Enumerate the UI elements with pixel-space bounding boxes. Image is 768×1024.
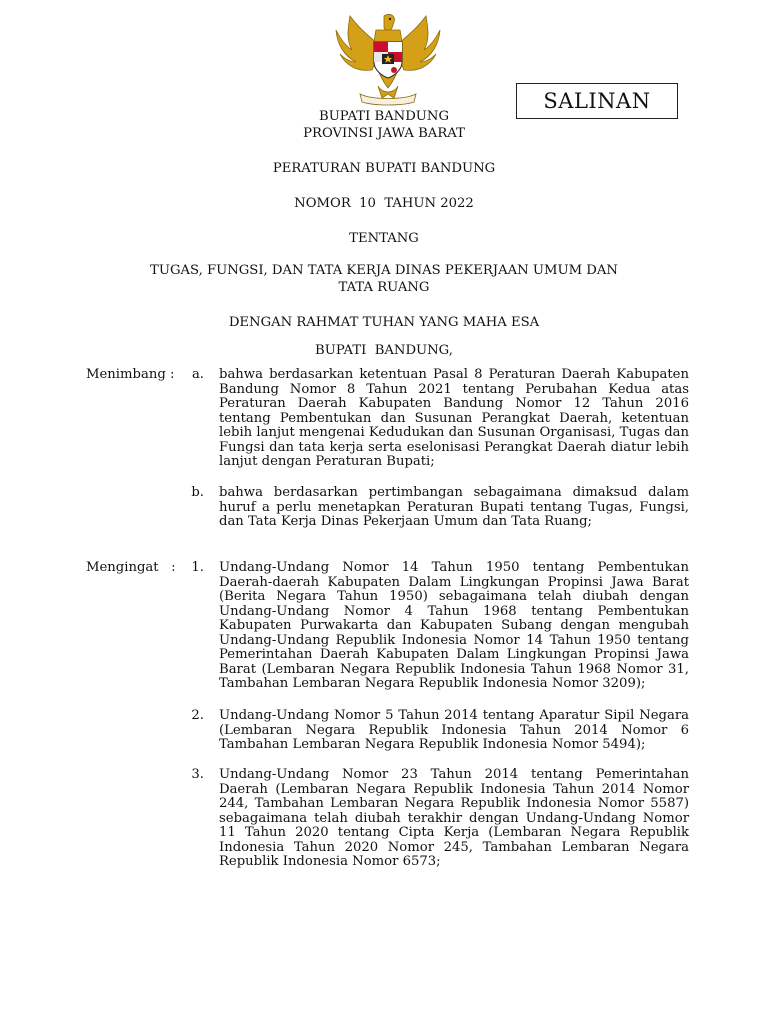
issuer-line: BUPATI BANDUNG,	[315, 343, 453, 358]
regulation-number: NOMOR 10 TAHUN 2022	[294, 196, 474, 211]
menimbang-marker-a: a.	[191, 367, 204, 382]
mengingat-marker-2: 2.	[191, 708, 204, 723]
document-type: PERATURAN BUPATI BANDUNG	[272, 161, 496, 176]
garuda-emblem-icon	[332, 8, 444, 108]
province-name: PROVINSI JAWA BARAT	[303, 126, 465, 141]
subject-line-2: TATA RUANG	[338, 280, 430, 295]
menimbang-label: Menimbang :	[86, 367, 175, 382]
mengingat-item-3: Undang-Undang Nomor 23 Tahun 2014 tentang Pemerintahan Daerah (Lembaran Negara Republik Indonesia Tahun 2014 Nomor 244, Tambahan Lembaran Negara Republik Indonesia Nomor 5587) sebagaimana telah diubah terakhir dengan Undang-Undang Nomor 11 Tahun 2020 tentang Cipta Kerja (Lembaran Negara Republik Indonesia Tahun 2020 Nomor 245, Tambahan Lembaran Negara Republik Indonesia Nomor 6573;	[219, 767, 689, 869]
office-name: BUPATI BANDUNG	[319, 109, 449, 124]
menimbang-item-b: bahwa berdasarkan pertimbangan sebagaimana dimaksud dalam huruf a perlu menetapkan Peraturan Bupati tentang Tugas, Fungsi, dan Tata Kerja Dinas Pekerjaan Umum dan Tata Ruang;	[219, 485, 689, 529]
mengingat-marker-3: 3.	[191, 767, 204, 782]
mengingat-marker-1: 1.	[191, 560, 204, 575]
salinan-stamp: SALINAN	[516, 83, 678, 119]
menimbang-item-a: bahwa berdasarkan ketentuan Pasal 8 Peraturan Daerah Kabupaten Bandung Nomor 8 Tahun 2021 tentang Perubahan Kedua atas Peraturan Daerah Kabupaten Bandung Nomor 12 Tahun 2016 tentang Pembentukan dan Susunan Perangkat Daerah, ketentuan lebih lanjut mengenai Kedudukan dan Susunan Organisasi, Tugas dan Fungsi dan tata kerja serta eselonisasi Perangkat Daerah diatur lebih lanjut dengan Peraturan Bupati;	[219, 367, 689, 469]
menimbang-marker-b: b.	[191, 485, 204, 500]
about-heading: TENTANG	[349, 231, 419, 246]
mengingat-item-1: Undang-Undang Nomor 14 Tahun 1950 tentang Pembentukan Daerah-daerah Kabupaten Dalam Lingkungan Propinsi Jawa Barat (Berita Negara Tahun 1950) sebagaimana telah diubah dengan Undang-Undang Nomor 4 Tahun 1968 tentang Pembentukan Kabupaten Purwakarta dan Kabupaten Subang dengan mengubah Undang-Undang Republik Indonesia Nomor 14 Tahun 1950 tentang Pemerintahan Daerah Kabupaten Dalam Lingkungan Propinsi Jawa Barat (Lembaran Negara Republik Indonesia Tahun 1968 Nomor 31, Tambahan Lembaran Negara Republik Indonesia Nomor 3209);	[219, 560, 689, 691]
mengingat-label: Mengingat :	[86, 560, 176, 575]
blessing-line: DENGAN RAHMAT TUHAN YANG MAHA ESA	[228, 315, 540, 330]
mengingat-item-2: Undang-Undang Nomor 5 Tahun 2014 tentang Aparatur Sipil Negara (Lembaran Negara Republik Indonesia Tahun 2014 Nomor 6 Tambahan Lembaran Negara Republik Indonesia Nomor 5494);	[219, 708, 689, 752]
subject-line-1: TUGAS, FUNGSI, DAN TATA KERJA DINAS PEKERJAAN UMUM DAN	[150, 263, 618, 278]
